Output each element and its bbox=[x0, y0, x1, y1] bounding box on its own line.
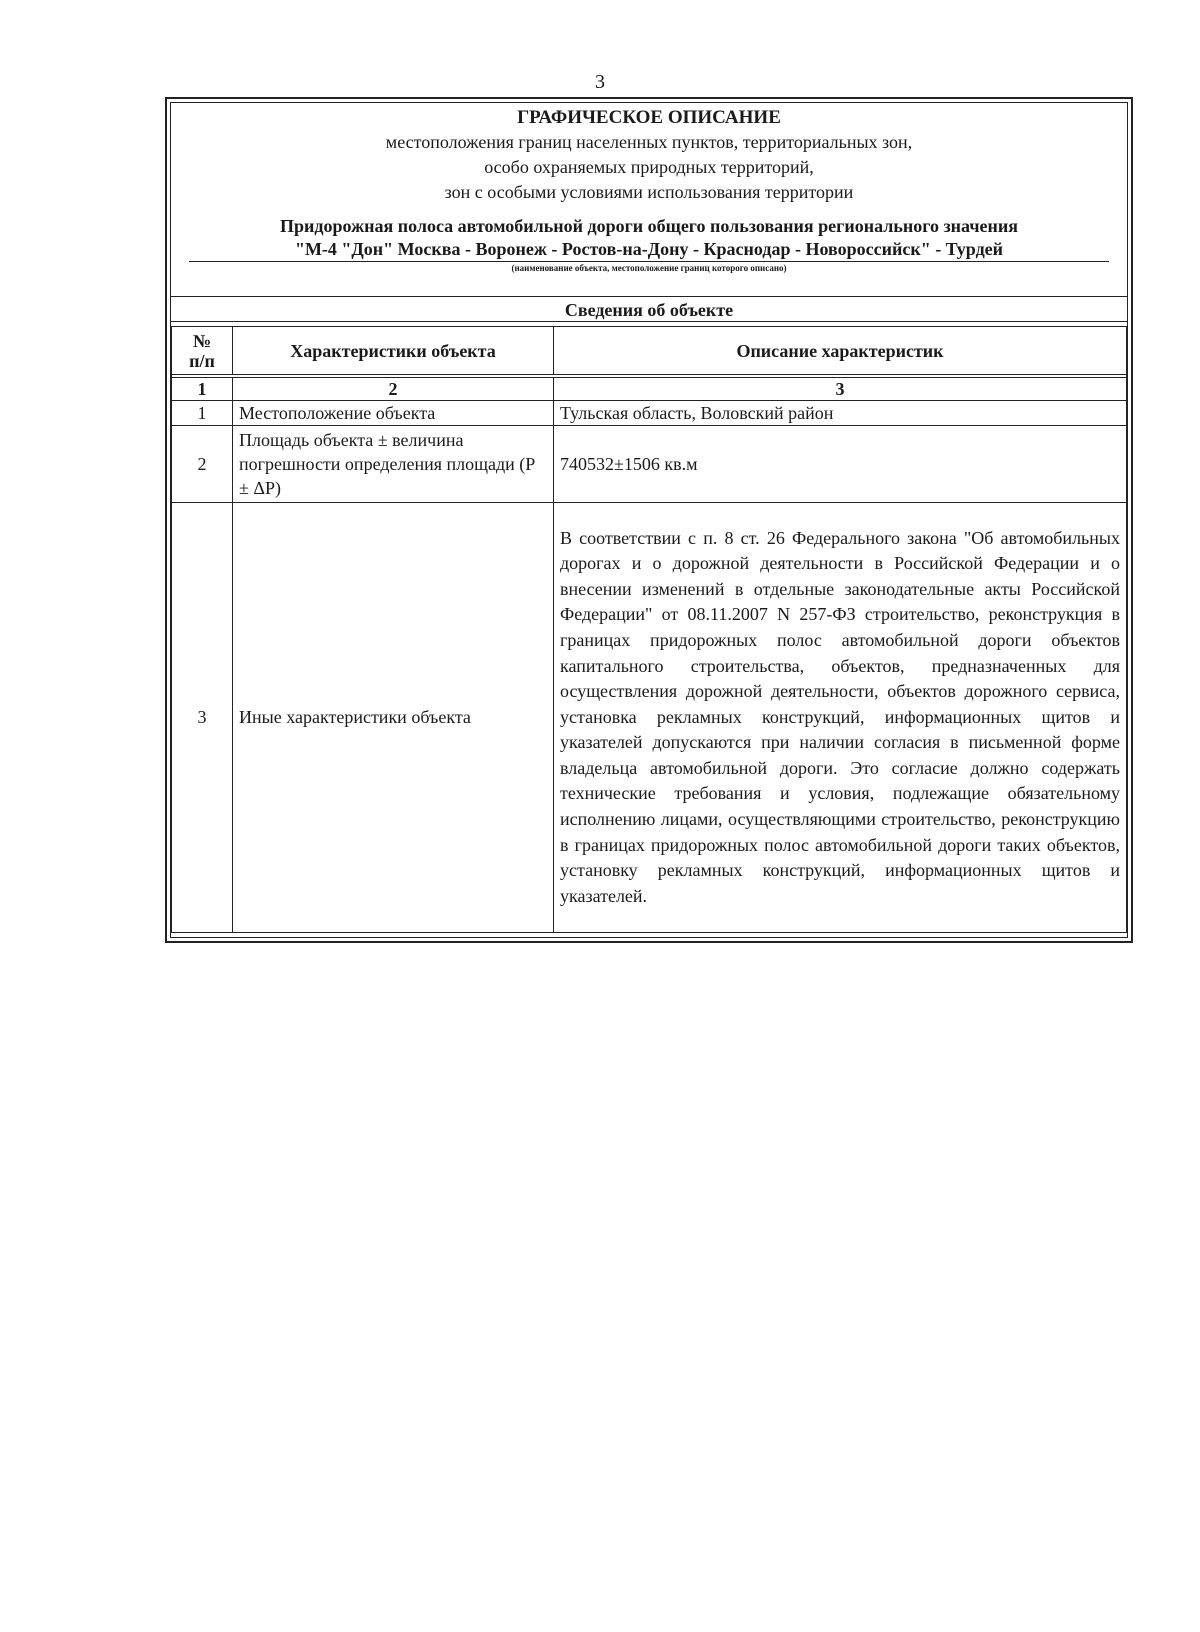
column-numbers-row bbox=[172, 378, 1127, 401]
row-number: 1 bbox=[172, 401, 233, 426]
row-description: В соответствии с п. 8 ст. 26 Федерального закона "Об автомобильных дорогах и о дорожной деятельности в Российской Федерации и о внесении изменений в отдельные законодательные акты Российской Федерации" от 08.11.2007 N 257-ФЗ строительство, реконструкция в границах придорожных полос автомобильной дороги объектов капитального строительства, объектов, предназначенных для осуществления дорожной деятельности, объектов дорожного сервиса, установка рекламных конструкций, информационных щитов и указателей допускаются при наличии согласия в письменной форме владельца автомобильной дороги. Это согласие должно содержать технические требования и условия, подлежащие обязательному исполнению лицами, осуществляющими строительство, реконструкцию в границах придорожных полос автомобильной дороги таких объектов, установку рекламных конструкций, информационных щитов и указателей. bbox=[554, 503, 1127, 933]
column-number-3: 3 bbox=[554, 378, 1127, 401]
page-number: 3 bbox=[595, 71, 605, 93]
subtitle-line-3: зон с особыми условиями использования территории bbox=[444, 182, 854, 202]
object-info-table bbox=[171, 326, 1127, 933]
table-row bbox=[172, 426, 1127, 503]
section-title: Сведения об объекте bbox=[171, 296, 1127, 322]
row-characteristic: Площадь объекта ± величина погрешности определения площади (P ± ΔP) bbox=[233, 426, 554, 503]
row-characteristic: Иные характеристики объекта bbox=[233, 503, 554, 933]
row-description: Тульская область, Воловский район bbox=[554, 401, 1127, 426]
document-inner-frame bbox=[170, 102, 1128, 938]
table-row bbox=[172, 503, 1127, 933]
row-description: 740532±1506 кв.м bbox=[554, 426, 1127, 503]
document-frame bbox=[165, 97, 1133, 943]
row-characteristic: Местоположение объекта bbox=[233, 401, 554, 426]
subtitle-line-1: местоположения границ населенных пунктов, территориальных зон, bbox=[385, 132, 913, 152]
object-name-line-1: Придорожная полоса автомобильной дороги общего пользования регионального значения bbox=[280, 216, 1018, 236]
table-row bbox=[172, 401, 1127, 426]
header-description: Описание характеристик bbox=[554, 327, 1127, 375]
object-name-caption: (наименование объекта, местоположение границ которого описано) bbox=[511, 263, 787, 273]
row-number: 3 bbox=[172, 503, 233, 933]
row-number: 2 bbox=[172, 426, 233, 503]
column-number-2: 2 bbox=[233, 378, 554, 401]
subtitle-line-2: особо охраняемых природных территорий, bbox=[484, 157, 814, 177]
header-number bbox=[172, 327, 233, 375]
document-header bbox=[171, 103, 1127, 295]
column-number-1: 1 bbox=[172, 378, 233, 401]
header-characteristic: Характеристики объекта bbox=[233, 327, 554, 375]
table-header-row bbox=[172, 327, 1127, 375]
header-number-label: № п/п bbox=[189, 330, 215, 371]
document-title: ГРАФИЧЕСКОЕ ОПИСАНИЕ bbox=[517, 107, 781, 128]
object-name-line-2: "М-4 "Дон" Москва - Воронеж - Ростов-на-Дону - Краснодар - Новороссийск" - Турдей bbox=[189, 238, 1109, 262]
